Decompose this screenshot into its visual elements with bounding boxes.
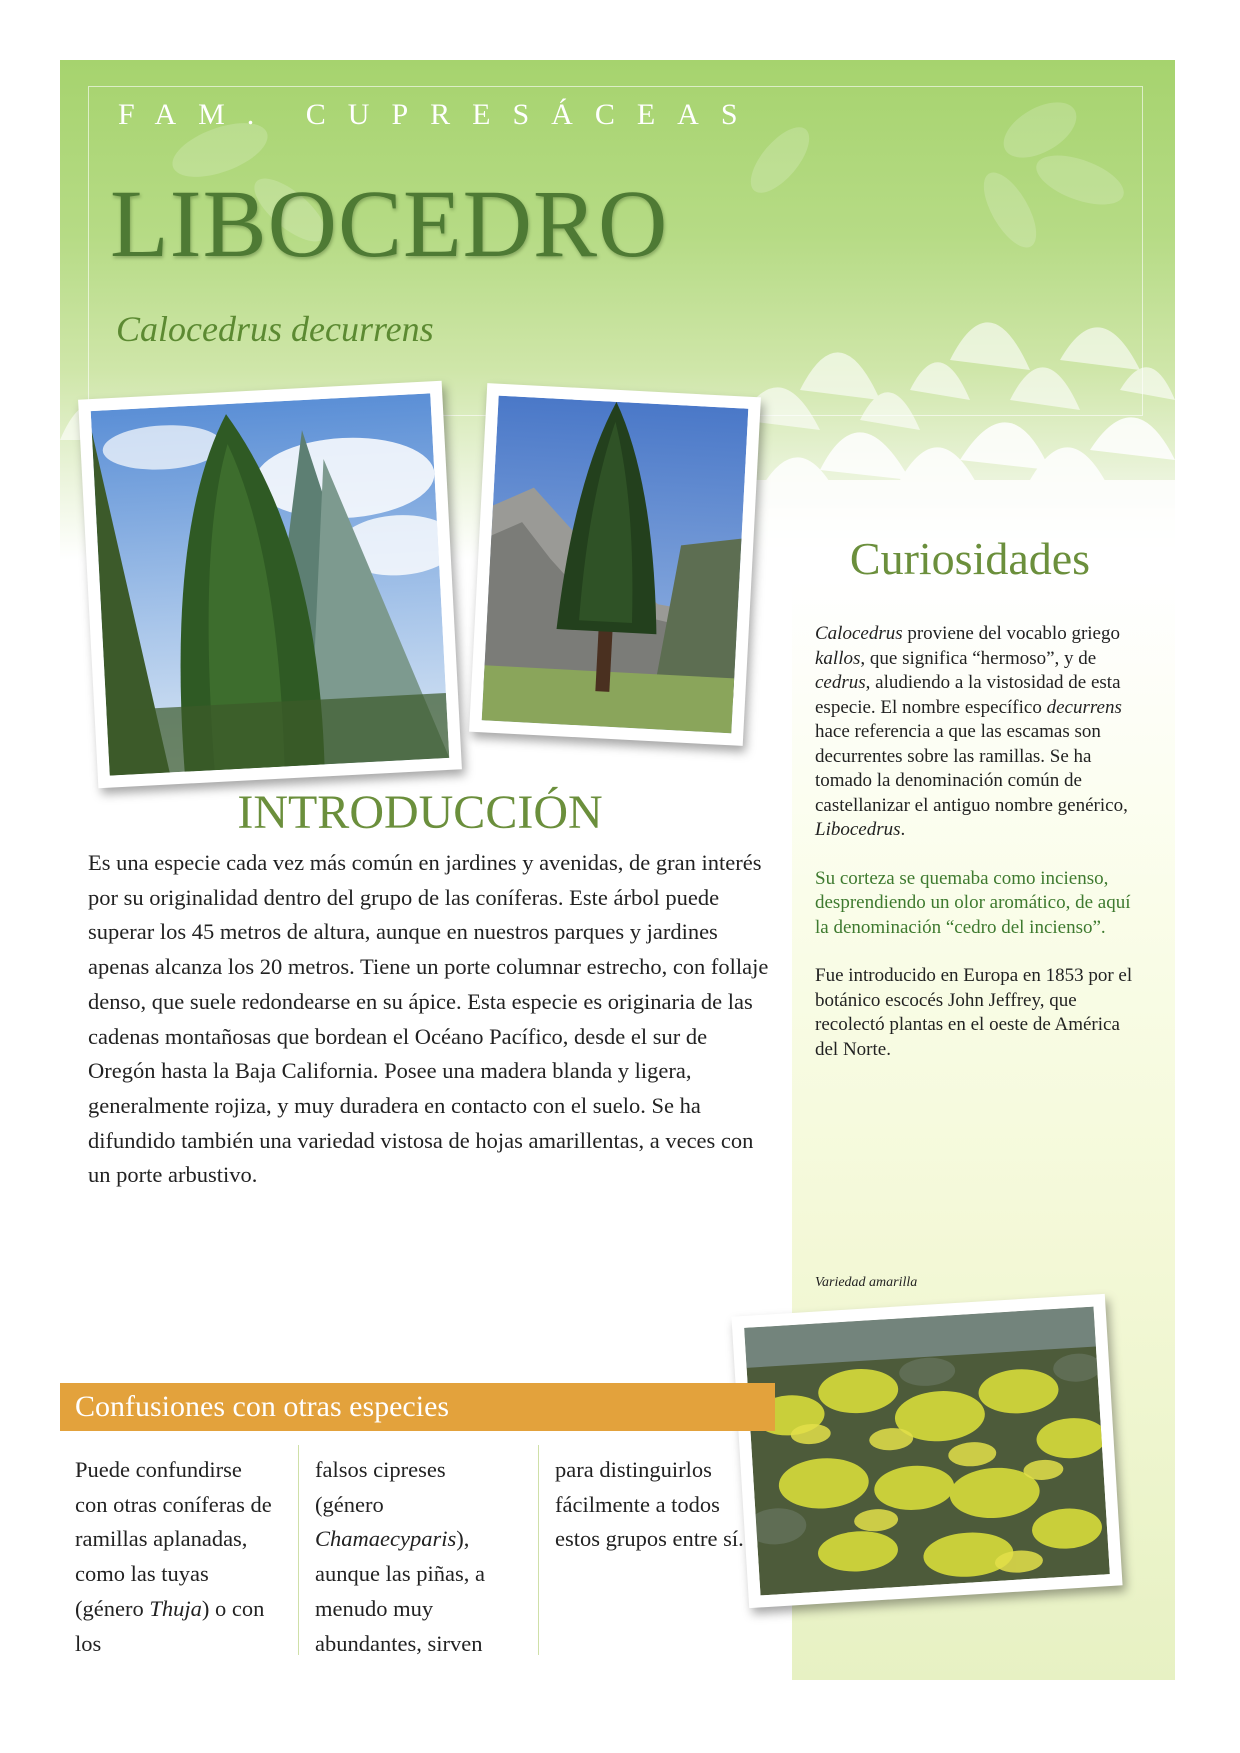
photo-yellow-variety [731, 1294, 1122, 1608]
text-fragment: ) o con los [75, 1595, 265, 1656]
curiosidades-paragraph-3: Fue introducido en Europa en 1853 por el botánico escocés John Jeffrey, que recolectó plantas en el oeste de América del Norte. [815, 965, 1133, 1060]
photo-caption: Variedad amarilla [815, 1275, 918, 1290]
term-chamaecyparis: Chamaecyparis [315, 1526, 457, 1552]
term-calocedrus: Calocedrus [815, 623, 903, 644]
term-cedrus: cedrus [815, 672, 866, 693]
trees-garden-image [91, 393, 450, 775]
page-title: LIBOCEDRO [110, 170, 669, 277]
yellow-variety-image [744, 1307, 1110, 1596]
curiosidades-paragraph-1 [815, 622, 1135, 843]
text-fragment: hace referencia a que las escamas son decurrentes sobre las ramillas. Se ha tomado la denominación común de castellanizar el antiguo nombre genérico, [815, 721, 1128, 816]
column-divider [298, 1445, 299, 1655]
column-divider [538, 1445, 539, 1655]
text-fragment: . [900, 819, 906, 840]
text-fragment: , aludiendo a la vistosidad de esta especie. El nombre específico [815, 672, 1121, 718]
confusiones-column-2 [315, 1453, 515, 1661]
confusiones-column-3: para distinguirlos fácilmente a todos estos grupos entre sí. [555, 1457, 744, 1552]
term-libocedrus: Libocedrus [815, 819, 901, 840]
curiosidades-text [815, 622, 1135, 1086]
photo-tree-valley [469, 383, 761, 746]
introduccion-text: Es una especie cada vez más común en jardines y avenidas, de gran interés por su originalidad dentro del grupo de las coníferas. Este árbol puede superar los 45 metros de altura, aunque en nuestros parques y jardines apenas alcanza los 20 metros. Tiene un porte columnar estrecho, con follaje denso, que suele redondearse en su ápice. Esta especie es originaria de las cadenas montañosas que bordean el Océano Pacífico, desde el sur de Oregón hasta la Baja California. Posee una madera blanda y ligera, generalmente rojiza, y muy duradera en contacto con el suelo. Se ha difundido también una variedad vistosa de hojas amarillentas, a veces con un porte arbustivo. [88, 850, 769, 1188]
term-decurrens: decurrens [1046, 696, 1122, 718]
text-fragment: Puede confundirse con otras coníferas de ramillas aplanadas, como las tuyas (género [75, 1457, 272, 1621]
introduccion-heading: INTRODUCCIÓN [237, 786, 603, 839]
term-kallos: kallos [815, 647, 861, 669]
photo-trees-garden [78, 381, 462, 789]
confusiones-heading: Confusiones con otras especies [60, 1383, 775, 1431]
text-fragment: , que significa “hermoso”, y de [860, 647, 1097, 669]
scientific-name: Calocedrus decurrens [116, 309, 434, 349]
curiosidades-heading: Curiosidades [849, 533, 1091, 584]
text-fragment: proviene del vocablo griego [902, 623, 1120, 644]
confusiones-column-1 [75, 1453, 275, 1661]
text-fragment: ), aunque las piñas, a menudo muy abundantes, sirven [315, 1526, 485, 1656]
text-fragment: falsos cipreses (género [315, 1457, 446, 1517]
term-thuja: Thuja [149, 1595, 202, 1621]
page [60, 60, 1175, 1680]
tree-valley-image [482, 396, 749, 734]
family-label: FAM. CUPRESÁCEAS [118, 98, 760, 131]
curiosidades-paragraph-2: Su corteza se quemaba como incienso, desprendiendo un olor aromático, de aquí la denominación “cedro del incienso”. [815, 867, 1131, 938]
